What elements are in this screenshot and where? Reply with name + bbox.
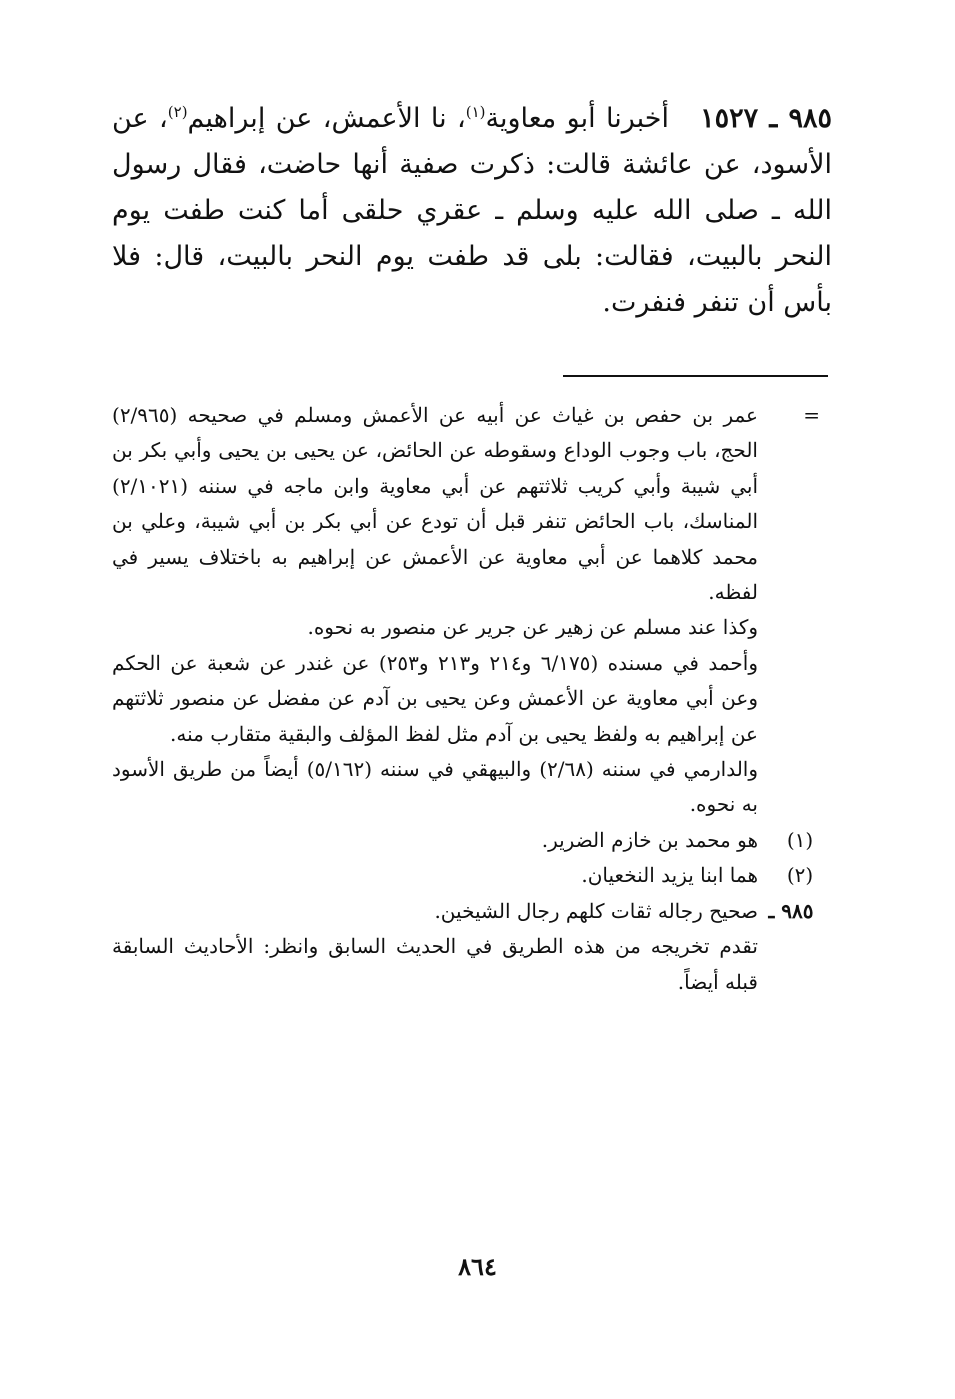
footnote-2-text: هما ابنا يزيد النخعيان. (581, 863, 758, 888)
footnote-ref-1: (١) (465, 103, 486, 121)
footnote-separator (563, 375, 828, 377)
footnote-paragraph-1: عمر بن حفص بن غياث عن أبيه عن الأعمش ومسلم في صحيحه (٢/٩٦٥) الحج، باب وجوب الوداع وسقوطه عن الحائض، عن يحيى بن يحيى وأبي بكر بن أبي شيبة وأبي كريب ثلاثتهم عن أبي معاوية وابن ماجه في سننه (٢/١٠٢١) المناسك، باب الحائض تنفر قبل أن تودع عن أبي بكر بن أبي شيبة، وعلي بن محمد كلاهما عن أبي معاوية عن الأعمش عن إبراهيم به باختلاف يسير في لفظه. (112, 403, 758, 605)
footnote-2-marker: (٢) (786, 863, 814, 888)
footnote-paragraph-3: وأحمد في مسنده (٦/١٧٥ و٢١٤ و٢١٣ و٢٥٣) عن غندر عن شعبة عن الحكم وعن أبي معاوية عن الأعمش وعن يحيى بن آدم عن مفضل عن منصور ثلاثتهم عن إبراهيم به ولفظ يحيى بن آدم مثل لفظ المؤلف والبقية متقارب منه. (112, 650, 759, 746)
hadith-text-part-2: ، نا الأعمش، عن إبراهيم (187, 103, 466, 134)
footnote-985 (112, 894, 820, 929)
footnote-1-marker: (١) (786, 827, 814, 852)
hadith-number: ٩٨٥ ـ ١٥٢٧ (700, 103, 832, 134)
hadith-text (112, 96, 832, 326)
continuation-marker: = (803, 403, 820, 427)
hadith-text-part-3: ، عن الأسود، عن عائشة قالت: ذكرت صفية أنها حاضت، فقال رسول الله ـ صلى الله عليه وسلم ـ عقري حلقى أما كنت طفت يوم النحر بالبيت، فقالت: بلى قد طفت يوم النحر بالبيت، قال: فلا بأس أن تنفر فنفرت. (112, 103, 832, 318)
footnote-1 (112, 823, 820, 858)
hadith-text-part-1: أخبرنا أبو معاوية (485, 103, 669, 134)
footnote-continuation (112, 398, 820, 610)
footnote-2 (112, 858, 820, 893)
footnote-ref-2: (٢) (167, 103, 188, 121)
footnote-985-text: صحيح رجاله ثقات كلهم رجال الشيخين. (434, 898, 758, 923)
page-number: ٨٦٤ (458, 1252, 497, 1281)
footnote-paragraph-2: وكذا عند مسلم عن زهير عن جرير عن منصور به نحوه. (307, 615, 758, 640)
footnote-1-text: هو محمد بن خازم الضرير. (541, 827, 758, 852)
footnote-985-marker: ٩٨٥ ـ (768, 898, 814, 923)
footnotes-section (112, 398, 820, 1000)
footnote-985-continuation: تقدم تخريجه من هذه الطريق في الحديث السابق وانظر: الأحاديث السابقة قبله أيضاً. (112, 934, 758, 994)
footnote-paragraph-4: والدارمي في سننه (٢/٦٨) والبيهقي في سننه (٥/١٦٢) أيضاً من طريق الأسود به نحوه. (112, 757, 759, 817)
